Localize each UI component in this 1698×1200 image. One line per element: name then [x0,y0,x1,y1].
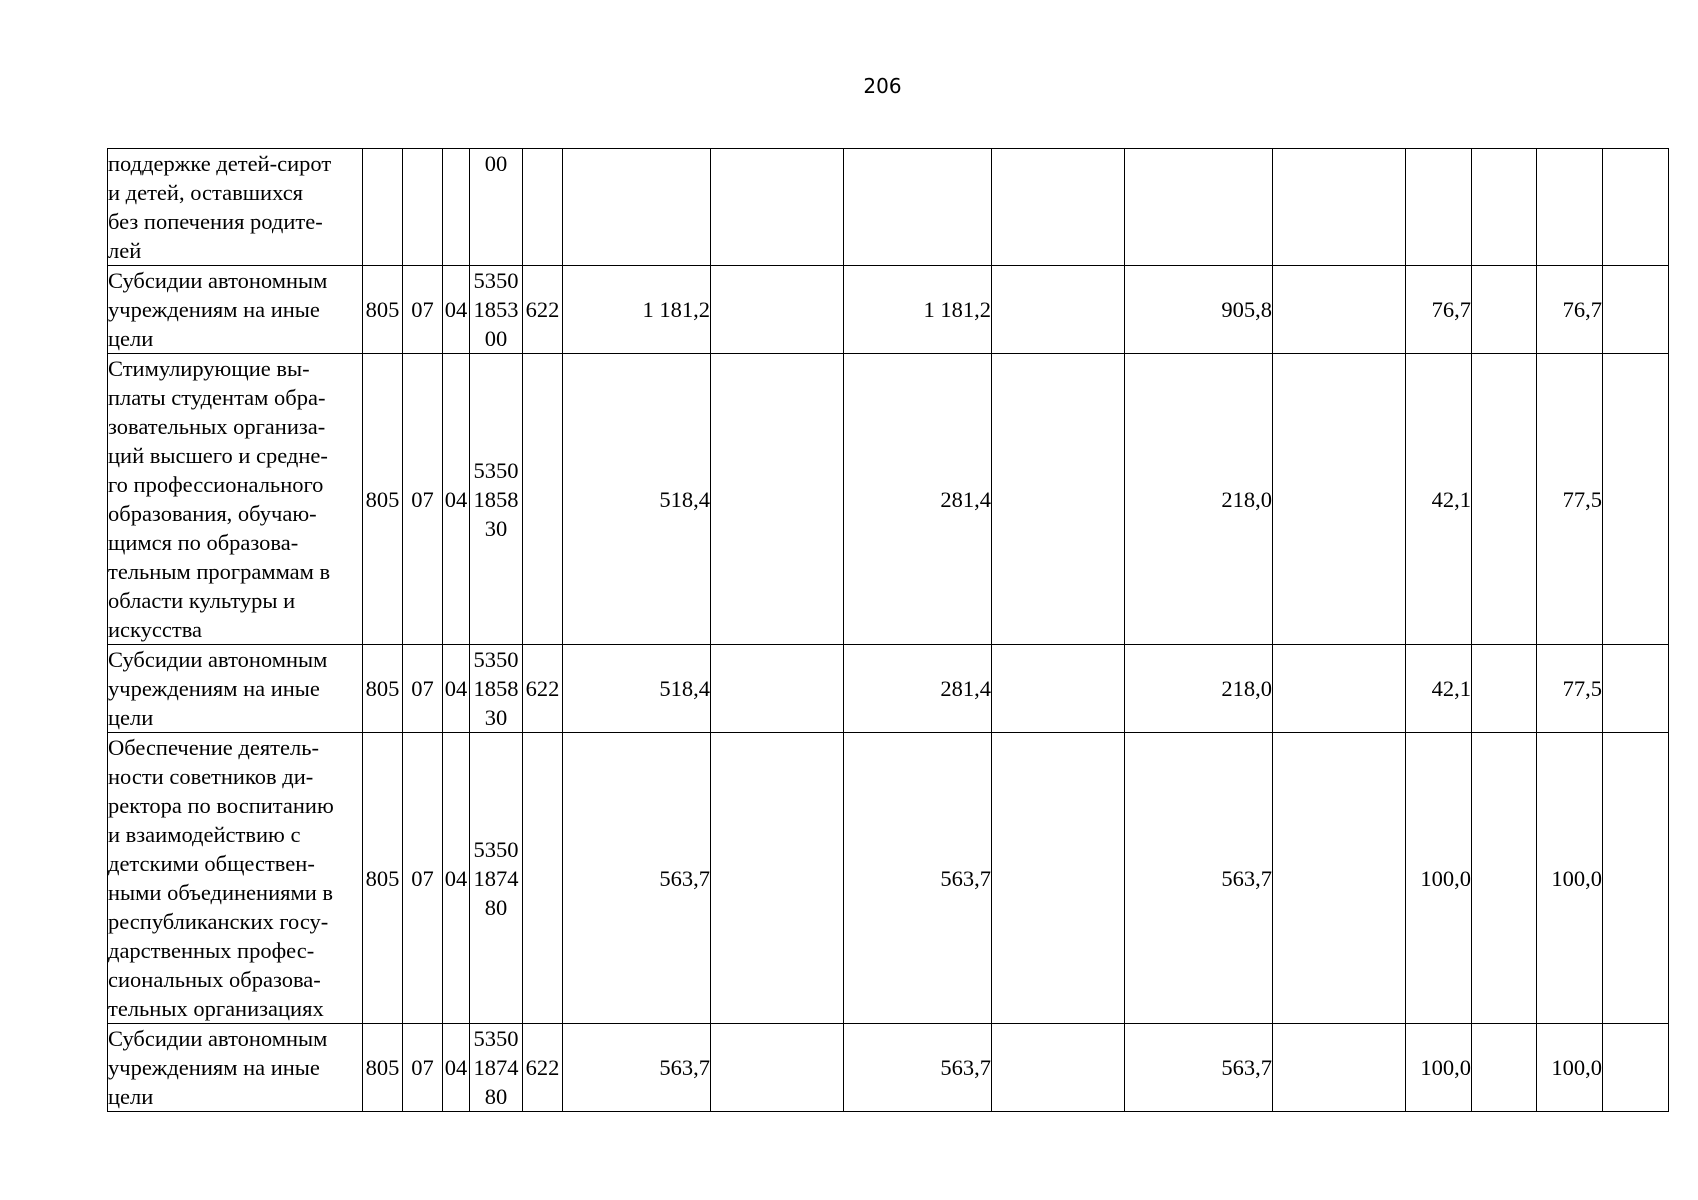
value-cell [1125,149,1273,266]
vr-cell: 622 [523,266,563,354]
table-row [108,354,1669,645]
row-name-cell [108,733,363,1024]
pr-cell: 04 [443,266,470,354]
value-cell: 281,4 [844,645,992,733]
value-cell [1273,1024,1406,1112]
value-cell [1603,354,1669,645]
value-cell: 77,5 [1537,645,1603,733]
vr-cell: 622 [523,645,563,733]
csr-code: 5350 1874 80 [473,1026,519,1109]
value-cell [711,1024,844,1112]
table-row [108,149,1669,266]
vr-cell [523,354,563,645]
value-cell [992,645,1125,733]
value-cell [992,266,1125,354]
value-cell [1603,645,1669,733]
value-cell: 563,7 [1125,733,1273,1024]
vr-cell [523,733,563,1024]
value-cell: 563,7 [844,733,992,1024]
value-cell [711,645,844,733]
row-name: Субсидии автономным учреждениям на иные цели [108,1026,328,1109]
csr-cell [470,149,523,266]
value-cell: 518,4 [563,354,711,645]
csr-cell [470,266,523,354]
value-cell [1603,733,1669,1024]
value-cell: 563,7 [1125,1024,1273,1112]
csr-code: 00 [484,151,508,176]
value-cell [1603,1024,1669,1112]
value-cell: 100,0 [1406,733,1472,1024]
value-cell [711,149,844,266]
value-cell [992,733,1125,1024]
value-cell: 42,1 [1406,645,1472,733]
row-name-cell [108,354,363,645]
value-cell: 1 181,2 [563,266,711,354]
table-row [108,645,1669,733]
csr-cell [470,1024,523,1112]
row-name: поддержке детей-сирот и детей, оставшихся без попечения родите- лей [108,151,332,263]
rz-cell [403,149,443,266]
pr-cell: 04 [443,354,470,645]
value-cell: 77,5 [1537,354,1603,645]
table-row [108,266,1669,354]
value-cell: 42,1 [1406,354,1472,645]
csr-cell [470,645,523,733]
pr-cell [443,149,470,266]
value-cell [711,266,844,354]
csr-cell [470,354,523,645]
pr-cell: 04 [443,733,470,1024]
value-cell [1273,354,1406,645]
value-cell [1603,266,1669,354]
pr-cell: 04 [443,645,470,733]
value-cell [992,354,1125,645]
value-cell [992,1024,1125,1112]
ved-cell: 805 [363,354,403,645]
ved-cell: 805 [363,1024,403,1112]
rz-cell: 07 [403,354,443,645]
rz-cell: 07 [403,266,443,354]
row-name-cell [108,1024,363,1112]
row-name-cell [108,149,363,266]
row-name: Субсидии автономным учреждениям на иные цели [108,268,328,351]
value-cell [1472,149,1537,266]
value-cell: 100,0 [1537,733,1603,1024]
value-cell [1537,149,1603,266]
value-cell [844,149,992,266]
page-number: 206 [863,74,902,98]
value-cell [1273,266,1406,354]
value-cell [1273,149,1406,266]
rz-cell: 07 [403,733,443,1024]
value-cell: 100,0 [1406,1024,1472,1112]
value-cell [1406,149,1472,266]
rz-cell: 07 [403,1024,443,1112]
ved-cell: 805 [363,266,403,354]
row-name-cell [108,266,363,354]
budget-table [107,148,1669,1112]
value-cell [1472,266,1537,354]
value-cell: 218,0 [1125,645,1273,733]
row-name-cell [108,645,363,733]
csr-cell [470,733,523,1024]
value-cell: 563,7 [563,1024,711,1112]
value-cell: 76,7 [1406,266,1472,354]
value-cell: 518,4 [563,645,711,733]
row-name: Субсидии автономным учреждениям на иные цели [108,647,328,730]
csr-code: 5350 1874 80 [473,836,519,920]
ved-cell: 805 [363,733,403,1024]
value-cell: 76,7 [1537,266,1603,354]
ved-cell [363,149,403,266]
value-cell [1472,645,1537,733]
value-cell: 100,0 [1537,1024,1603,1112]
vr-cell: 622 [523,1024,563,1112]
value-cell [563,149,711,266]
csr-code: 5350 1853 00 [473,268,519,351]
value-cell [1472,733,1537,1024]
row-name: Стимулирующие вы- платы студентам обра- зовательных организа- ций высшего и средне- го профессионального образования, обучаю- щимся по образова- тельным программам в области культуры и искусства [108,356,331,642]
value-cell [1472,1024,1537,1112]
value-cell [1273,733,1406,1024]
value-cell [711,354,844,645]
value-cell [1603,149,1669,266]
value-cell [711,733,844,1024]
value-cell: 563,7 [563,733,711,1024]
value-cell [1472,354,1537,645]
value-cell: 1 181,2 [844,266,992,354]
value-cell: 905,8 [1125,266,1273,354]
table-row [108,1024,1669,1112]
row-name: Обеспечение деятель- ности советников ди- ректора по воспитанию и взаимодействию с детскими обществен- ными объединениями в республиканских госу- дарственных профес- сиональных образова- тельных организациях [108,735,334,1021]
vr-cell [523,149,563,266]
value-cell [992,149,1125,266]
csr-code: 5350 1858 30 [473,647,519,730]
value-cell: 218,0 [1125,354,1273,645]
table-row [108,733,1669,1024]
value-cell: 281,4 [844,354,992,645]
rz-cell: 07 [403,645,443,733]
value-cell [1273,645,1406,733]
ved-cell: 805 [363,645,403,733]
pr-cell: 04 [443,1024,470,1112]
csr-code: 5350 1858 30 [473,457,519,541]
value-cell: 563,7 [844,1024,992,1112]
